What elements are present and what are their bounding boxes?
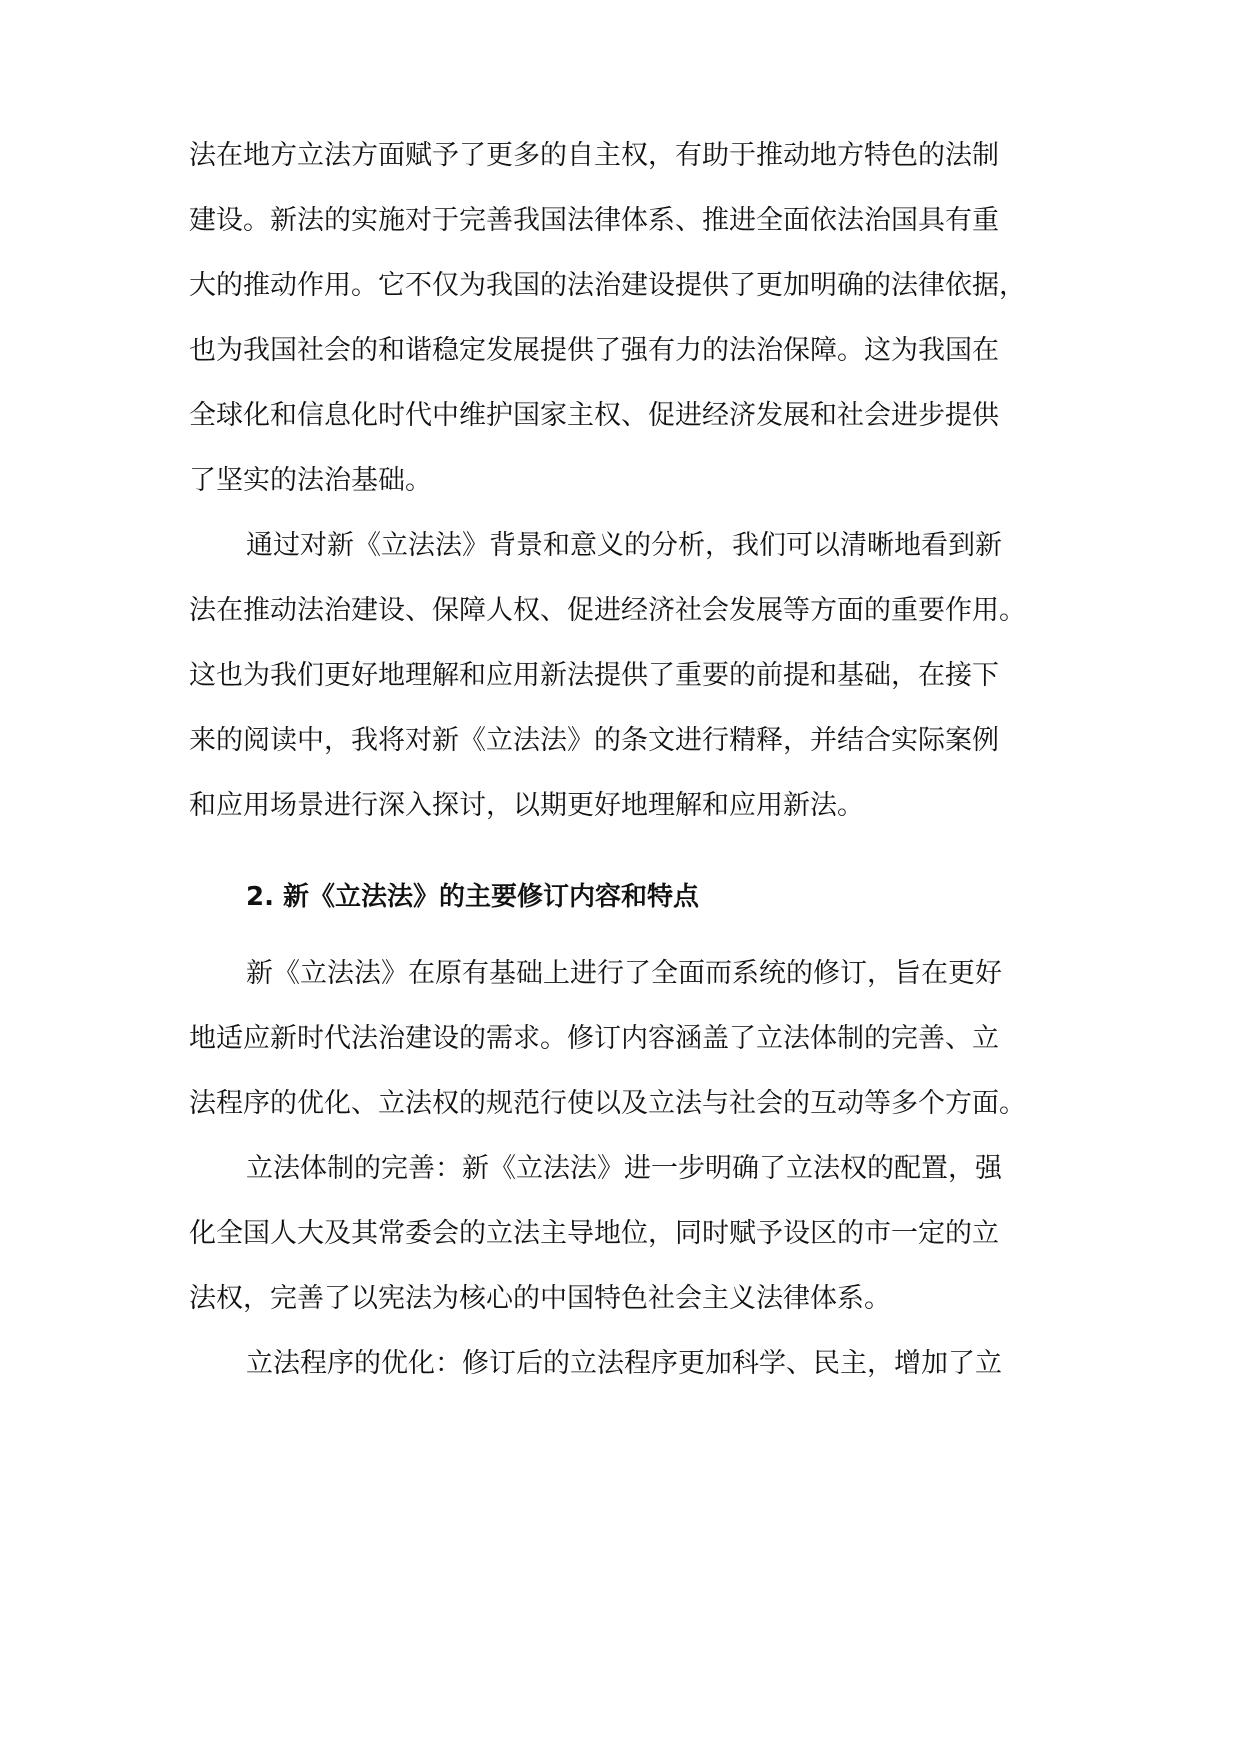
section-heading: 2. 新《立法法》的主要修订内容和特点 bbox=[246, 882, 700, 912]
paragraph-line: 来的阅读中，我将对新《立法法》的条文进行精释，并结合实际案例 bbox=[189, 725, 999, 756]
paragraph-line: 地适应新时代法治建设的需求。修订内容涵盖了立法体制的完善、立 bbox=[189, 1023, 999, 1054]
paragraph-line: 法在地方立法方面赋予了更多的自主权，有助于推动地方特色的法制 bbox=[189, 140, 999, 171]
paragraph-line: 立法程序的优化：修订后的立法程序更加科学、民主，增加了立 bbox=[246, 1348, 1002, 1379]
paragraph-line: 了坚实的法治基础。 bbox=[189, 465, 432, 496]
paragraph-line: 通过对新《立法法》背景和意义的分析，我们可以清晰地看到新 bbox=[246, 530, 1002, 561]
paragraph-line: 化全国人大及其常委会的立法主导地位，同时赋予设区的市一定的立 bbox=[189, 1218, 999, 1249]
paragraph-line: 和应用场景进行深入探讨，以期更好地理解和应用新法。 bbox=[189, 790, 864, 821]
paragraph-line: 这也为我们更好地理解和应用新法提供了重要的前提和基础，在接下 bbox=[189, 660, 999, 691]
paragraph-line: 新《立法法》在原有基础上进行了全面而系统的修订，旨在更好 bbox=[246, 958, 1002, 989]
paragraph-line: 法权，完善了以宪法为核心的中国特色社会主义法律体系。 bbox=[189, 1283, 891, 1314]
paragraph-line: 立法体制的完善：新《立法法》进一步明确了立法权的配置，强 bbox=[246, 1153, 1002, 1184]
paragraph-line: 大的推动作用。它不仅为我国的法治建设提供了更加明确的法律依据， bbox=[189, 270, 1026, 301]
paragraph-line: 也为我国社会的和谐稳定发展提供了强有力的法治保障。这为我国在 bbox=[189, 335, 999, 366]
paragraph-line: 法在推动法治建设、保障人权、促进经济社会发展等方面的重要作用。 bbox=[189, 595, 1026, 626]
paragraph-line: 法程序的优化、立法权的规范行使以及立法与社会的互动等多个方面。 bbox=[189, 1088, 1026, 1119]
paragraph-line: 建设。新法的实施对于完善我国法律体系、推进全面依法治国具有重 bbox=[189, 205, 999, 236]
paragraph-line: 全球化和信息化时代中维护国家主权、促进经济发展和社会进步提供 bbox=[189, 400, 999, 431]
